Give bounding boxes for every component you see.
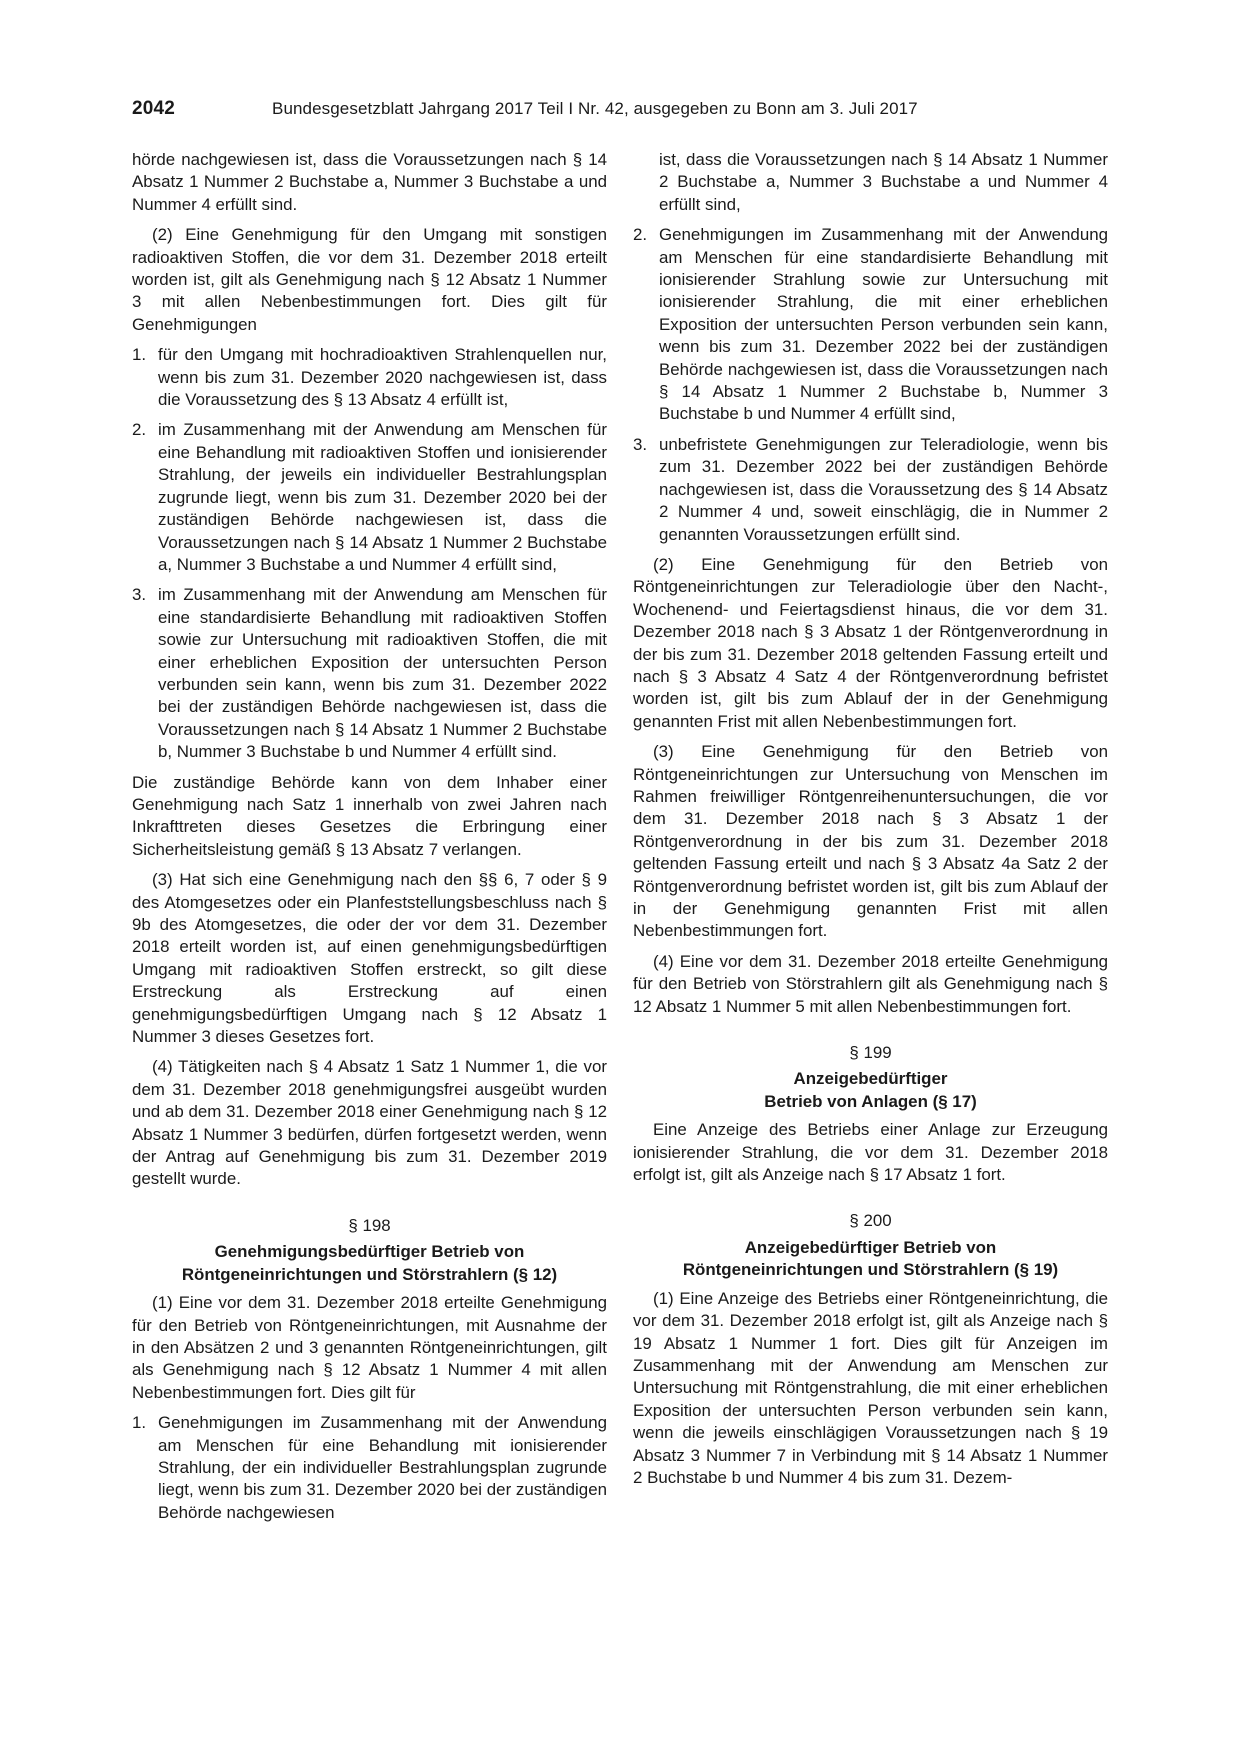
section-title-line: Anzeigebedürftiger Betrieb von [744, 1237, 997, 1257]
paragraph-2: (2) Eine Genehmigung für den Umgang mit sonstigen radioaktiven Stoffen, die vor dem 31. Dezember 2018 erteilt worden ist, gilt als Genehmigung nach § 12 Absatz 1 Nummer 3 mit allen Nebenbestimmungen fort. Dies gilt für Genehmigungen [132, 225, 607, 334]
list-item-number: 1. [132, 1413, 147, 1433]
section-title-line: Röntgeneinrichtungen und Störstrahlern (§ 19) [682, 1260, 1059, 1280]
section-number-200: § 200 [849, 1211, 892, 1231]
section-number-199: § 199 [849, 1043, 892, 1063]
list-item-text: im Zusammenhang mit der Anwendung am Menschen für eine Behandlung mit radioaktiven Stoffen und ionisierender Strahlung, der jeweils ein individueller Bestrahlungsplan zugrunde liegt, wenn bis zum 31. Dezember 2020 bei der zuständigen Behörde nachgewiesen ist, dass die Voraussetzungen nach § 14 Absatz 1 Nummer 2 Buchstabe a, Nummer 3 Buchstabe a und Nummer 4 erfüllt sind, [158, 420, 607, 574]
section-198-paragraph-4: (4) Eine vor dem 31. Dezember 2018 erteilte Genehmigung für den Betrieb von Störstrahlern gilt als Genehmigung nach § 12 Absatz 1 Nummer 5 mit allen Nebenbestimmungen fort. [633, 951, 1108, 1016]
list-item-number: 3. [132, 585, 147, 605]
list-item-number: 2. [633, 225, 648, 245]
list-item-number: 1. [132, 345, 147, 365]
page-number: 2042 [132, 98, 176, 119]
list-item [132, 419, 607, 576]
list-item-text: ist, dass die Voraussetzungen nach § 14 Absatz 1 Nummer 2 Buchstabe a, Nummer 3 Buchstabe a und Nummer 4 erfüllt sind, [659, 150, 1108, 214]
section-title-line: Genehmigungsbedürftiger Betrieb von [214, 1242, 525, 1262]
paragraph-after-list: Die zuständige Behörde kann von dem Inhaber einer Genehmigung nach Satz 1 innerhalb von zwei Jahren nach Inkrafttreten dieses Gesetzes die Erbringung einer Sicherheitsleistung gemäß § 13 Absatz 7 verlangen. [132, 772, 607, 859]
section-200-paragraph-1: (1) Eine Anzeige des Betriebs einer Röntgeneinrichtung, die vor dem 31. Dezember 2018 erfolgt ist, gilt als Anzeige nach § 19 Absatz 1 Nummer 1 fort. Dies gilt für Anzeigen im Zusammenhang mit der Anwendung am Menschen zur Untersuchung mit Röntgenstrahlung, die mit einer erheblichen Exposition der untersuchten Person verbunden sein kann, wenn die jeweils einschlägigen Voraussetzungen nach § 19 Absatz 3 Nummer 7 in Verbindung mit § 14 Absatz 1 Nummer 2 Buchstabe b und Nummer 4 bis zum 31. Dezem- [633, 1288, 1108, 1487]
list-item-text: Genehmigungen im Zusammenhang mit der Anwendung am Menschen für eine Behandlung mit ionisierender Strahlung, der ein individueller Bestrahlungsplan zugrunde liegt, wenn bis zum 31. Dezember 2020 bei der zuständigen Behörde nachgewiesen [158, 1413, 607, 1522]
list-item-text: im Zusammenhang mit der Anwendung am Menschen für eine standardisierte Behandlung mit radioaktiven Stoffen sowie zur Untersuchung mit radioaktiven Stoffen, die mit einer erheblichen Exposition der untersuchten Person verbunden sein kann, wenn bis zum 31. Dezember 2022 bei der zuständigen Behörde nachgewiesen ist, dass die Voraussetzungen nach § 14 Absatz 1 Nummer 2 Buchstabe b, Nummer 3 Buchstabe b und Nummer 4 erfüllt sind. [158, 585, 607, 762]
section-199-paragraph: Eine Anzeige des Betriebs einer Anlage zur Erzeugung ionisierender Strahlung, die vor dem 31. Dezember 2018 erfolgt ist, gilt als Anzeige nach § 17 Absatz 1 fort. [633, 1120, 1108, 1185]
section-number-198: § 198 [348, 1215, 391, 1235]
section-title-198 [132, 1241, 607, 1286]
list-item [132, 344, 607, 411]
right-column [633, 149, 1108, 1497]
page-header [132, 98, 1110, 128]
section-198-paragraph-2: (2) Eine Genehmigung für den Betrieb von Röntgeneinrichtungen zur Teleradiologie über den Nacht-, Wochenend- und Feiertagsdienst hinaus, die vor dem 31. Dezember 2018 nach § 3 Absatz 1 der Röntgenverordnung in der bis zum 31. Dezember 2018 geltenden Fassung erteilt und nach § 3 Absatz 4 Satz 4 der Röntgenverordnung befristet worden ist, gilt bis zum Ablauf der in der Genehmigung genannten Frist mit allen Nebenbestimmungen fort. [633, 554, 1108, 731]
section-title-line: Anzeigebedürftiger [793, 1069, 948, 1089]
enumeration-list-1 [132, 344, 607, 763]
section-198-paragraph-3: (3) Eine Genehmigung für den Betrieb von Röntgeneinrichtungen zur Untersuchung von Menschen im Rahmen freiwilliger Röntgenreihenuntersuchungen, die vor dem 31. Dezember 2018 nach § 3 Absatz 1 der Röntgenverordnung in der bis zum 31. Dezember 2018 geltenden Fassung erteilt und nach § 3 Absatz 4a Satz 2 der Röntgenverordnung befristet worden ist, gilt bis zum Ablauf der in der Genehmigung genannten Frist mit allen Nebenbestimmungen fort. [633, 742, 1108, 941]
list-item-text: für den Umgang mit hochradioaktiven Strahlenquellen nur, wenn bis zum 31. Dezember 2020 nachgewiesen ist, dass die Voraussetzung des § 13 Absatz 4 erfüllt ist, [158, 345, 607, 410]
section-title-line: Betrieb von Anlagen (§ 17) [764, 1091, 977, 1111]
section-title-line: Röntgeneinrichtungen und Störstrahlern (§ 12) [181, 1264, 558, 1284]
section-198-paragraph-1: (1) Eine vor dem 31. Dezember 2018 erteilte Genehmigung für den Betrieb von Röntgeneinrichtungen, mit Ausnahme der in den Absätzen 2 und 3 genannten Röntgeneinrichtungen, gilt als Genehmigung nach § 12 Absatz 1 Nummer 4 mit allen Nebenbestimmungen fort. Dies gilt für [132, 1293, 607, 1402]
paragraph-3: (3) Hat sich eine Genehmigung nach den §§ 6, 7 oder § 9 des Atomgesetzes oder ein Planfeststellungsbeschluss nach § 9b des Atomgesetzes, die oder der vor dem 31. Dezember 2018 erteilt worden ist, auf einen genehmigungsbedürftigen Umgang mit radioaktiven Stoffen erstreckt, so gilt diese Erstreckung als Erstreckung auf einen genehmigungsbedürftigen Umgang nach § 12 Absatz 1 Nummer 3 dieses Gesetzes fort. [132, 870, 607, 1047]
list-item-number: 3. [633, 434, 648, 454]
paragraph-4: (4) Tätigkeiten nach § 4 Absatz 1 Satz 1 Nummer 1, die vor dem 31. Dezember 2018 genehmigungsfrei ausgeübt wurden und ab dem 31. Dezember 2018 einer Genehmigung nach § 12 Absatz 1 Nummer 3 bedürfen, dürfen fortgesetzt werden, wenn der Antrag auf Genehmigung bis zum 31. Dezember 2019 gestellt wurde. [132, 1057, 607, 1189]
section-198-list-continued [633, 149, 1108, 546]
list-item-text: Genehmigungen im Zusammenhang mit der Anwendung am Menschen für eine standardisierte Behandlung mit ionisierender Strahlung sowie zur Untersuchung mit ionisierender Strahlung, die mit einer erheblichen Exposition der untersuchten Person verbunden sein kann, wenn bis zum 31. Dezember 2022 bei der zuständigen Behörde nachgewiesen ist, dass die Voraussetzungen nach § 14 Absatz 1 Nummer 2 Buchstabe b, Nummer 3 Buchstabe b und Nummer 4 erfüllt sind, [659, 225, 1108, 424]
list-item [633, 434, 1108, 546]
list-item [132, 1412, 607, 1524]
section-title-199 [633, 1068, 1108, 1113]
section-198-list [132, 1412, 607, 1524]
section-title-200 [633, 1237, 1108, 1282]
list-item [633, 224, 1108, 426]
list-item [132, 584, 607, 763]
left-column [132, 149, 607, 1532]
list-item-continued [633, 149, 1108, 216]
list-item-number: 2. [132, 420, 147, 440]
running-head: Bundesgesetzblatt Jahrgang 2017 Teil I Nr. 42, ausgegeben zu Bonn am 3. Juli 2017 [272, 99, 918, 118]
list-item-text: unbefristete Genehmigungen zur Teleradiologie, wenn bis zum 31. Dezember 2022 bei der zuständigen Behörde nachgewiesen ist, dass die Voraussetzung des § 14 Absatz 2 Nummer 4 und, soweit einschlägig, die in Nummer 2 genannten Voraussetzungen erfüllt sind. [659, 434, 1108, 544]
paragraph-intro-continued: hörde nachgewiesen ist, dass die Voraussetzungen nach § 14 Absatz 1 Nummer 2 Buchstabe a, Nummer 3 Buchstabe a und Nummer 4 erfüllt sind. [132, 150, 607, 214]
